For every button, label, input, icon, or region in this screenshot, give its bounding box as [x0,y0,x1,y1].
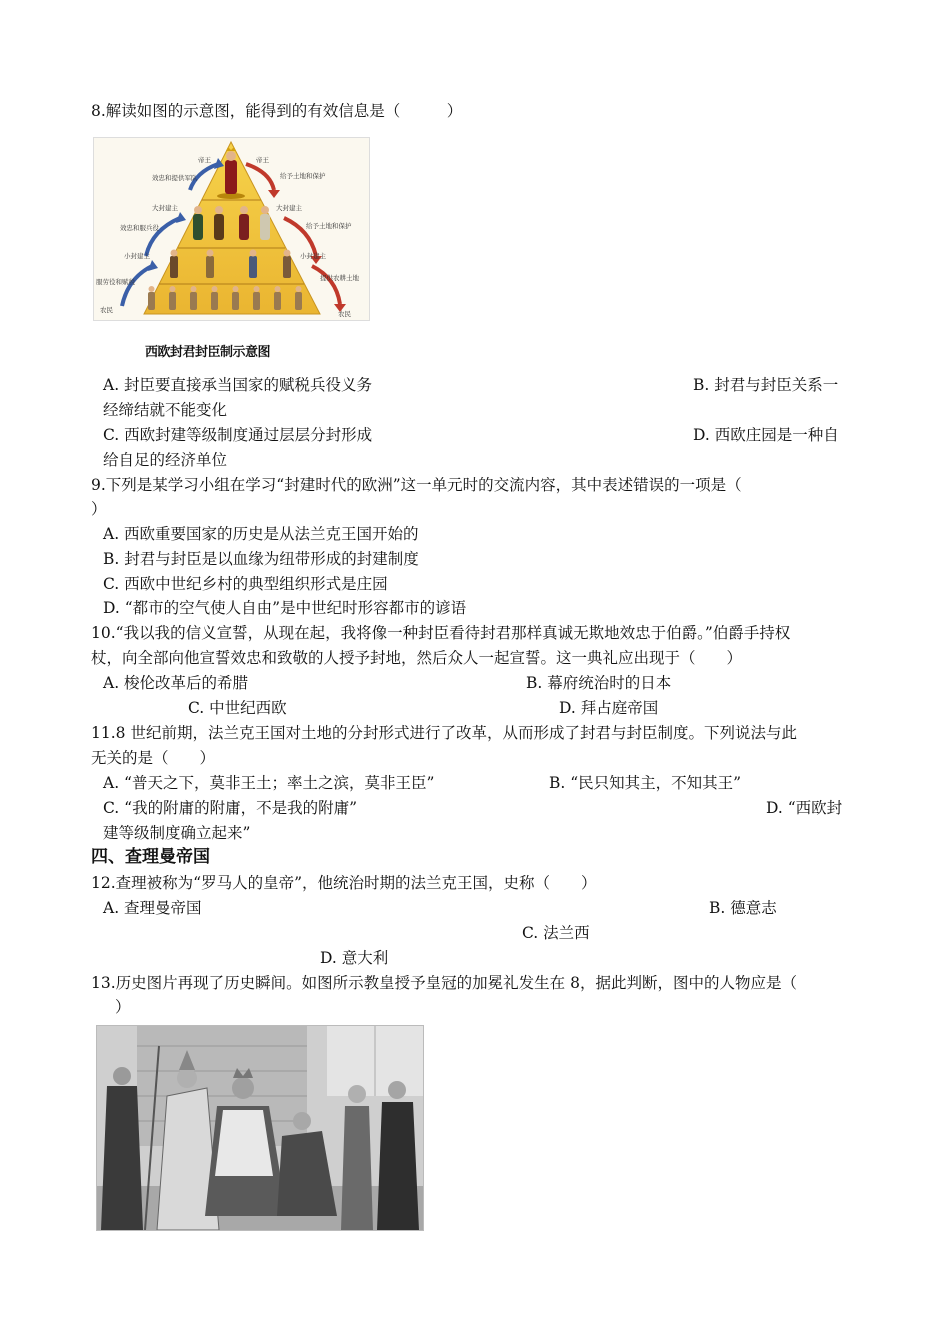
q12-option-d[interactable]: D. 意大利 [320,949,389,967]
q13-stem: 13.历史图片再现了历史瞬间。如图所示教皇授予皇冠的加冕礼发生在 8，据此判断，图中的人物应是（ [91,974,797,992]
coronation-illustration [97,1026,423,1230]
q8-stem: 8.解读如图的示意图，能得到的有效信息是（ ） [91,102,463,120]
q11-stem-cont: 无关的是（ ） [91,749,216,767]
q9-stem-cont: ） [91,500,107,518]
q10-stem-cont: 杖，向全部向他宣誓效忠和致敬的人授予封地，然后众人一起宣誓。这一典礼应出现于（ ） [91,649,743,667]
q8-option-c[interactable]: C. 西欧封建等级制度通过层层分封形成 [103,426,373,444]
q10-option-c[interactable]: C. 中世纪西欧 [188,699,287,717]
label-right-arrow-2: 给予土地和保护 [306,222,352,230]
q12-option-b[interactable]: B. 德意志 [709,899,777,917]
label-right-arrow-3: 提供农耕土地 [320,274,359,282]
q11-stem: 11.8 世纪前期，法兰克王国对土地的分封形式进行了改革，从而形成了封君与封臣制度。下列说法与此 [91,724,797,742]
q11-option-d-cont: 建等级制度确立起来” [103,824,251,842]
q8-option-b-cont: 经缔结就不能变化 [103,401,228,419]
q11-option-a[interactable]: A. “普天之下，莫非王土；率土之滨，莫非王臣” [103,774,435,792]
q13-stem-cont: ） [115,998,131,1016]
label-left-arrow-2: 效忠和服兵役 [120,224,159,232]
q11-option-b[interactable]: B. “民只知其主，不知其王” [549,774,742,792]
label-left-arrow-1: 效忠和提供军队 [152,174,198,182]
section-heading: 四、查理曼帝国 [91,847,210,867]
q9-stem: 9.下列是某学习小组在学习“封建时代的欧洲”这一单元时的交流内容，其中表述错误的一项是（ [91,476,742,494]
q9-option-b[interactable]: B. 封君与封臣是以血缘为纽带形成的封建制度 [103,550,419,568]
label-peasants-right: 农民 [338,310,351,318]
coronation-image [96,1025,424,1231]
label-knights-left: 小封建主 [124,252,150,260]
label-peasants-left: 农民 [100,306,113,314]
q12-option-c[interactable]: C. 法兰西 [522,924,590,942]
label-king-right: 帝王 [256,156,269,164]
q11-option-c[interactable]: C. “我的附庸的附庸，不是我的附庸” [103,799,358,817]
q11-option-d[interactable]: D. “西欧封 [766,799,843,817]
q12-option-a[interactable]: A. 查理曼帝国 [103,899,202,917]
label-king-left: 帝王 [198,156,211,164]
q10-stem: 10.“我以我的信义宣誓，从现在起，我将像一种封臣看待封君那样真诚无欺地效忠于伯爵。”伯爵手持权 [91,624,791,642]
q9-option-a[interactable]: A. 西欧重要国家的历史是从法兰克王国开始的 [103,525,419,543]
label-right-arrow-1: 给予土地和保护 [280,172,326,180]
q9-option-c[interactable]: C. 西欧中世纪乡村的典型组织形式是庄园 [103,575,388,593]
feudal-pyramid-diagram [94,138,369,320]
label-left-arrow-3: 服劳役和赋税 [96,278,135,286]
q10-option-a[interactable]: A. 梭伦改革后的希腊 [103,674,249,692]
q8-option-a[interactable]: A. 封臣要直接承当国家的赋税兵役义务 [103,376,373,394]
label-lords-right: 大封建主 [276,204,302,212]
q8-option-d[interactable]: D. 西欧庄园是一种自 [693,426,839,444]
label-lords-left: 大封建主 [152,204,178,212]
q9-option-d[interactable]: D. “都市的空气使人自由”是中世纪时形容都市的谚语 [103,599,467,617]
figure-caption: 西欧封君封臣制示意图 [145,345,271,360]
label-knights-right: 小封建主 [300,252,326,260]
q12-stem: 12.查理被称为“罗马人的皇帝”，他统治时期的法兰克王国，史称（ ） [91,874,597,892]
q10-option-d[interactable]: D. 拜占庭帝国 [559,699,659,717]
q8-option-b[interactable]: B. 封君与封臣关系一 [693,376,839,394]
q10-option-b[interactable]: B. 幕府统治时的日本 [526,674,672,692]
feudal-pyramid-figure [93,137,370,321]
q8-option-d-cont: 给自足的经济单位 [103,451,228,469]
